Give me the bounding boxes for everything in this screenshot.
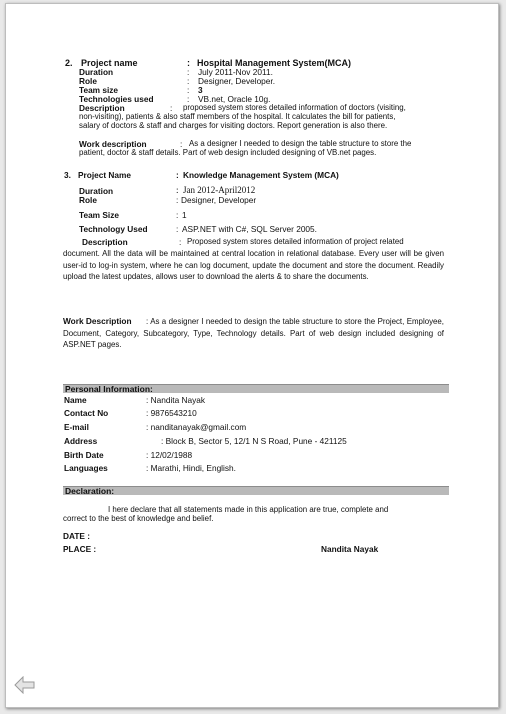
- personal-name-value: : Nandita Nayak: [146, 395, 206, 405]
- personal-contact-value: : 9876543210: [146, 408, 197, 418]
- project2-duration-label: Duration: [79, 67, 114, 77]
- personal-contact-label: Contact No: [64, 408, 109, 418]
- project3-name-value: Knowledge Management System (MCA): [183, 170, 339, 180]
- project2-role-value: Designer, Developer.: [198, 76, 276, 86]
- project2-desc-line1: proposed system stores detailed information of doctors (visiting,: [183, 103, 406, 112]
- project2-desc-colon: :: [170, 103, 173, 113]
- personal-address-label: Address: [64, 436, 98, 446]
- project3-role-label: Role: [79, 195, 97, 205]
- personal-email-label: E-mail: [64, 422, 89, 432]
- project3-number: 3.: [64, 170, 71, 180]
- project3-duration-value: Jan 2012-April2012: [183, 185, 256, 195]
- signature-name: Nandita Nayak: [321, 544, 379, 554]
- project2-number: 2.: [65, 58, 73, 68]
- project3-duration-colon: :: [176, 185, 179, 195]
- project3-work-label: Work Description: [63, 316, 132, 326]
- project3-tech-colon: :: [176, 224, 179, 234]
- project3-team-value: 1: [182, 210, 187, 220]
- personal-name-text: Nandita Nayak: [150, 395, 206, 405]
- project2-tech-value: VB.net, Oracle 10g.: [198, 94, 271, 104]
- declaration-line2: correct to the best of knowledge and belief.: [63, 514, 214, 523]
- place-label: PLACE :: [63, 544, 97, 554]
- project2-desc-line2: non-visiting), patients & also staff members of the hospital. It calculates the bill for patients,: [79, 112, 396, 121]
- project2-name-value: Hospital Management System(MCA): [197, 58, 352, 68]
- personal-email-text: nanditanayak@gmail.com: [150, 422, 247, 432]
- project3-role-colon: :: [176, 195, 179, 205]
- project3-work-body: [63, 316, 444, 351]
- project3-desc-line1: Proposed system stores detailed information of project related: [187, 237, 404, 246]
- project3-team-label: Team Size: [79, 210, 119, 220]
- personal-languages-label: Languages: [64, 463, 108, 473]
- project2-work-line1: As a designer I needed to design the table structure to store the: [189, 139, 412, 148]
- project3-team-colon: :: [176, 210, 179, 220]
- personal-address-value: : Block B, Sector 5, 12/1 N S Road, Pune - 421125: [161, 436, 347, 446]
- declaration-heading: Declaration:: [63, 486, 449, 495]
- project2-work-label: Work description: [79, 139, 147, 149]
- project2-desc-line3: salary of doctors & staff and charges for visiting doctors. Report generation is also there.: [79, 121, 388, 130]
- personal-name-label: Name: [64, 395, 87, 405]
- project2-team-label: Team size: [79, 85, 119, 95]
- personal-birth-label: Birth Date: [64, 450, 104, 460]
- project2-team-colon: :: [187, 85, 190, 95]
- project2-name-colon: :: [187, 58, 190, 68]
- project3-desc-colon: :: [179, 237, 182, 247]
- project2-role-colon: :: [187, 76, 190, 86]
- declaration-line1: I here declare that all statements made in this application are true, complete and: [108, 505, 389, 514]
- project3-tech-label: Technology Used: [79, 224, 148, 234]
- personal-info-heading: Personal Information:: [63, 384, 449, 393]
- personal-languages-value: : Marathi, Hindi, English.: [146, 463, 236, 473]
- project3-tech-value: ASP.NET with C#, SQL Server 2005.: [182, 224, 317, 234]
- project2-duration-value: July 2011-Nov 2011.: [198, 67, 273, 77]
- project3-work-text: As a designer I needed to design the table structure to store the Project, Employee, Document, Category, Subcategory, Type, Technology details. Part of web design included designing of ASP.NET pages.: [63, 317, 445, 350]
- project2-tech-colon: :: [187, 94, 190, 104]
- project2-role-label: Role: [79, 76, 97, 86]
- personal-birth-value: : 12/02/1988: [146, 450, 193, 460]
- project3-name-label: Project Name: [78, 170, 132, 180]
- project2-tech-label: Technologies used: [79, 94, 154, 104]
- project2-desc-label: Description: [79, 103, 125, 113]
- back-arrow-icon[interactable]: [14, 676, 36, 694]
- personal-contact-text: 9876543210: [150, 408, 197, 418]
- personal-languages-text: Marathi, Hindi, English.: [150, 463, 236, 473]
- personal-birth-text: 12/02/1988: [150, 450, 193, 460]
- project3-name-colon: :: [176, 170, 179, 180]
- resume-page: [5, 3, 499, 708]
- project3-desc-body: document. All the data will be maintained at central location in relational database. Every user will be given user-id to log-in system, where he can log document, update the document and store the document. Readily upload the latest updates, allows user to download the alerts & to share the documents.: [63, 249, 444, 282]
- project3-duration-label: Duration: [79, 186, 114, 196]
- project2-work-line2: patient, doctor & staff details. Part of web design included designing of VB.net pages.: [79, 148, 377, 157]
- project3-role-value: Designer, Developer: [181, 195, 257, 205]
- project2-work-colon: :: [180, 139, 183, 149]
- project2-duration-colon: :: [187, 67, 190, 77]
- project2-name-label: Project name: [81, 58, 138, 68]
- project2-team-value: 3: [198, 85, 203, 95]
- personal-email-value: : nanditanayak@gmail.com: [146, 422, 247, 432]
- personal-address-text: Block B, Sector 5, 12/1 N S Road, Pune - 421125: [165, 436, 347, 446]
- date-label: DATE :: [63, 531, 91, 541]
- project3-work-colon: :: [146, 317, 149, 326]
- project3-desc-label: Description: [82, 237, 128, 247]
